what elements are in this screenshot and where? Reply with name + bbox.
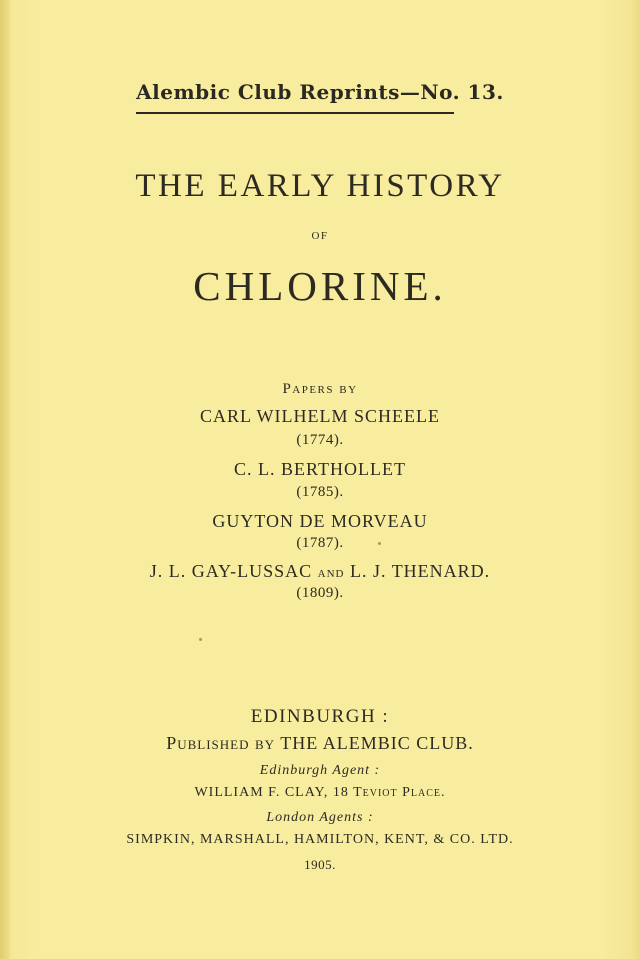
publication-year: 1905. [304, 857, 336, 872]
author-morveau-year: (1787). [296, 535, 344, 551]
imprint-city: EDINBURGH : [250, 706, 390, 727]
imprint-publisher-line [0, 733, 640, 754]
edinburgh-agent-address: 18 Teviot Place. [332, 785, 446, 800]
edinburgh-agent-label: Edinburgh Agent : [259, 763, 381, 778]
paper-speck [378, 542, 381, 545]
paper-speck [199, 638, 202, 641]
published-by-label: Published by [166, 733, 276, 753]
author-gay-lussac-thenard [0, 561, 640, 582]
author-gay-lussac-year: (1809). [296, 585, 344, 601]
title-line-1: THE EARLY HISTORY [135, 168, 505, 204]
london-agents: SIMPKIN, MARSHALL, HAMILTON, KENT, & CO. LTD. [126, 832, 514, 847]
papers-by-label: Papers by [282, 381, 358, 397]
author-berthollet: C. L. BERTHOLLET [234, 459, 406, 479]
london-agents-label: London Agents : [266, 810, 374, 825]
author-scheele-year: (1774). [296, 432, 344, 448]
author-berthollet-year: (1785). [296, 484, 344, 500]
edinburgh-agent [0, 785, 640, 801]
title-of: OF [311, 230, 329, 242]
author-and: and [317, 564, 345, 581]
author-scheele: CARL WILHELM SCHEELE [200, 406, 440, 426]
series-heading: Alembic Club Reprints—No. 13. [136, 80, 504, 104]
title-line-2: CHLORINE. [193, 263, 447, 309]
author-morveau: GUYTON DE MORVEAU [212, 511, 428, 531]
author-thenard: L. J. THENARD. [350, 561, 491, 581]
author-gay-lussac: J. L. GAY-LUSSAC [149, 561, 313, 581]
edinburgh-agent-name: WILLIAM F. CLAY, [194, 785, 329, 800]
publisher-name: THE ALEMBIC CLUB. [280, 733, 474, 753]
series-underline [136, 112, 454, 114]
